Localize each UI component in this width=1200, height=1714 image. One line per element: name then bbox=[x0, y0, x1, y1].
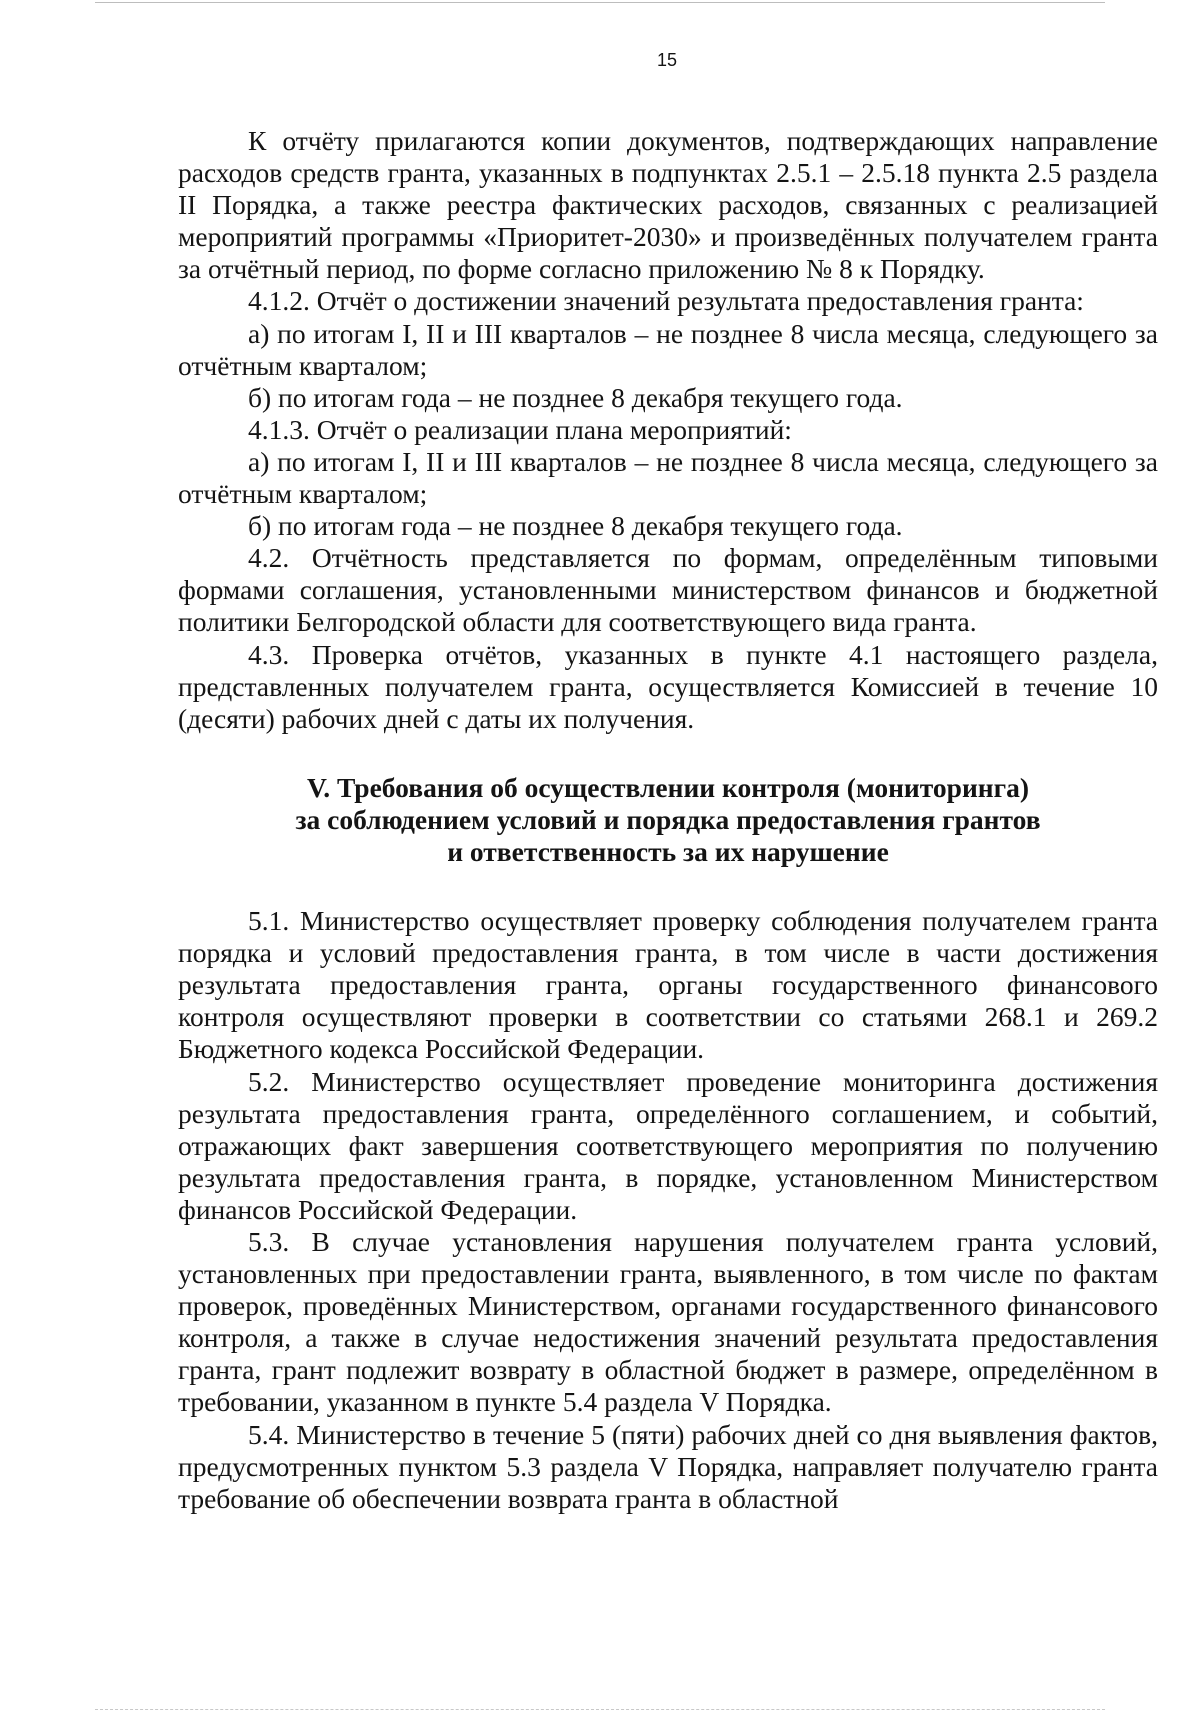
paragraph-4-1-3-a: а) по итогам I, II и III кварталов – не позднее 8 числа месяца, следующего за отчётным кварталом; bbox=[178, 445, 1158, 510]
paragraph-4-3: 4.3. Проверка отчётов, указанных в пункте 4.1 настоящего раздела, представленных получателем гранта, осуществляется Комиссией в течение 10 (десяти) рабочих дней с даты их получения. bbox=[178, 638, 1158, 734]
section-heading-line-2: за соблюдением условий и порядка предоставления грантов bbox=[295, 803, 1041, 835]
paragraph-4-1-2-b: б) по итогам года – не позднее 8 декабря текущего года. bbox=[248, 381, 903, 413]
paragraph-5-4: 5.4. Министерство в течение 5 (пяти) рабочих дней со дня выявления фактов, предусмотренных пунктом 5.3 раздела V Порядка, направляет получателю гранта требование об обеспечении возврата гранта в областной bbox=[178, 1418, 1158, 1514]
section-heading-line-3: и ответственность за их нарушение bbox=[447, 835, 889, 867]
paragraph-attachments: К отчёту прилагаются копии документов, подтверждающих направление расходов средств гранта, указанных в подпунктах 2.5.1 – 2.5.18 пункта 2.5 раздела II Порядка, а также реестра фактических расходов, связанных с реализацией мероприятий программы «Приоритет-2030» и произведённых получателем гранта за отчётный период, по форме согласно приложению № 8 к Порядку. bbox=[178, 125, 1158, 285]
section-heading-line-1: V. Требования об осуществлении контроля (мониторинга) bbox=[306, 771, 1030, 803]
paragraph-4-2: 4.2. Отчётность представляется по формам, определённым типовыми формами соглашения, установленными министерством финансов и бюджетной политики Белгородской области для соответствующего вида гранта. bbox=[178, 542, 1158, 638]
paragraph-5-3: 5.3. В случае установления нарушения получателем гранта условий, установленных при предоставлении гранта, выявленного, в том числе по фактам проверок, проведённых Министерством, органами государственного финансового контроля, а также в случае недостижения значений результата предоставления гранта, грант подлежит возврату в областной бюджет в размере, определённом в требовании, указанном в пункте 5.4 раздела V Порядка. bbox=[178, 1226, 1158, 1418]
paragraph-5-1: 5.1. Министерство осуществляет проверку соблюдения получателем гранта порядка и условий предоставления гранта, в том числе в части достижения результата предоставления гранта, органы государственного финансового контроля осуществляют проверки в соответствии со статьями 268.1 и 269.2 Бюджетного кодекса Российской Федерации. bbox=[178, 905, 1158, 1065]
section-heading bbox=[178, 772, 1158, 868]
page-number: 15 bbox=[656, 50, 678, 70]
scan-edge-bottom bbox=[95, 1709, 1105, 1710]
paragraph-5-2: 5.2. Министерство осуществляет проведение мониторинга достижения результата предоставления гранта, определённого соглашением, и событий, отражающих факт завершения соответствующего мероприятия по получению результата предоставления гранта, в порядке, установленном Министерством финансов Российской Федерации. bbox=[178, 1065, 1158, 1225]
paragraph-4-1-3-b: б) по итогам года – не позднее 8 декабря текущего года. bbox=[248, 510, 903, 542]
paragraph-4-1-3: 4.1.3. Отчёт о реализации плана мероприятий: bbox=[248, 413, 792, 445]
scan-edge-top bbox=[95, 2, 1105, 3]
document-body bbox=[178, 125, 1158, 1515]
paragraph-4-1-2-a: а) по итогам I, II и III кварталов – не позднее 8 числа месяца, следующего за отчётным кварталом; bbox=[178, 317, 1158, 381]
paragraph-4-1-2: 4.1.2. Отчёт о достижении значений результата предоставления гранта: bbox=[248, 285, 1084, 317]
